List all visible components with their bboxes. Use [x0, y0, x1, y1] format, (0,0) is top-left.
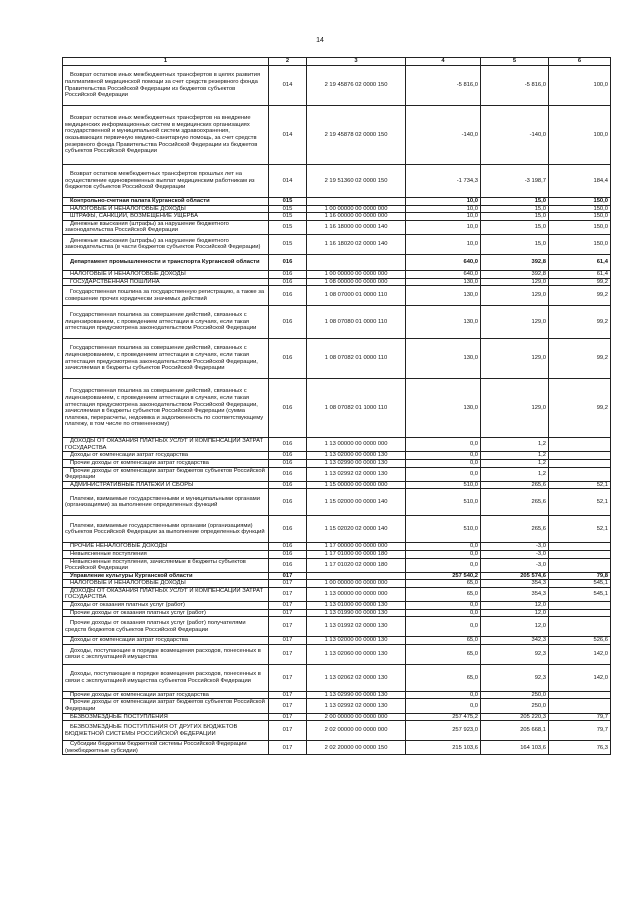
admin-code: 016 [269, 278, 307, 286]
admin-code: 015 [269, 220, 307, 234]
percent-value: 76,3 [549, 741, 611, 755]
budget-code: 1 13 02062 02 0000 130 [307, 664, 406, 691]
admin-code: 016 [269, 481, 307, 489]
budget-code: 1 13 00000 00 0000 000 [307, 438, 406, 452]
table-row [63, 516, 611, 543]
row-name: Платежи, взимаемые государственными и муниципальными органами (организациями) за выполнение определенных функций [63, 489, 269, 516]
budget-code: 1 08 00000 00 0000 000 [307, 278, 406, 286]
budget-code [307, 572, 406, 580]
row-name: Прочие доходы от компенсации затрат бюджетов субъектов Российской Федерации [63, 467, 269, 481]
admin-code: 017 [269, 580, 307, 588]
plan-value: 65,0 [406, 580, 481, 588]
row-name: Управление культуры Курганской области [63, 572, 269, 580]
percent-value [549, 691, 611, 699]
admin-code: 016 [269, 339, 307, 379]
actual-value: 1,2 [481, 467, 549, 481]
actual-value: 12,0 [481, 602, 549, 610]
admin-code: 017 [269, 691, 307, 699]
row-name: Доходы, поступающие в порядке возмещения расходов, понесенных в связи с эксплуатацией имущества субъектов Российской Федерации [63, 664, 269, 691]
actual-value: 392,8 [481, 270, 549, 278]
admin-code: 015 [269, 234, 307, 254]
table-row [63, 721, 611, 741]
table-row [63, 741, 611, 755]
plan-value: 65,0 [406, 644, 481, 664]
admin-code: 016 [269, 543, 307, 551]
budget-code: 1 08 07082 01 0000 110 [307, 339, 406, 379]
admin-code: 017 [269, 721, 307, 741]
actual-value: 12,0 [481, 617, 549, 637]
percent-value: 100,0 [549, 106, 611, 165]
page-number: 14 [316, 37, 324, 44]
plan-value: 0,0 [406, 550, 481, 558]
actual-value: 129,0 [481, 286, 549, 306]
plan-value: 510,0 [406, 516, 481, 543]
admin-code: 017 [269, 637, 307, 645]
percent-value: 52,1 [549, 481, 611, 489]
row-name: Государственная пошлина за совершение действий, связанных с лицензированием, с проведением аттестации в случаях, если такая аттестация предусмотрена законодательством Российской Федерации [63, 306, 269, 339]
actual-value: 205 220,3 [481, 713, 549, 721]
percent-value: 99,2 [549, 379, 611, 438]
row-name: НАЛОГОВЫЕ И НЕНАЛОГОВЫЕ ДОХОДЫ [63, 580, 269, 588]
row-name: ДОХОДЫ ОТ ОКАЗАНИЯ ПЛАТНЫХ УСЛУГ И КОМПЕНСАЦИИ ЗАТРАТ ГОСУДАРСТВА [63, 438, 269, 452]
row-name: БЕЗВОЗМЕЗДНЫЕ ПОСТУПЛЕНИЯ ОТ ДРУГИХ БЮДЖЕТОВ БЮДЖЕТНОЙ СИСТЕМЫ РОССИЙСКОЙ ФЕДЕРАЦИИ [63, 721, 269, 741]
percent-value: 545,1 [549, 580, 611, 588]
plan-value: 10,0 [406, 220, 481, 234]
percent-value: 150,0 [549, 234, 611, 254]
budget-code: 1 00 00000 00 0000 000 [307, 270, 406, 278]
admin-code: 016 [269, 516, 307, 543]
actual-value: 205 574,6 [481, 572, 549, 580]
budget-code: 2 00 00000 00 0000 000 [307, 713, 406, 721]
admin-code: 016 [269, 489, 307, 516]
actual-value: 129,0 [481, 379, 549, 438]
percent-value: 61,4 [549, 254, 611, 270]
admin-code: 017 [269, 644, 307, 664]
percent-value: 526,6 [549, 637, 611, 645]
actual-value: 15,0 [481, 205, 549, 213]
budget-code: 1 17 01020 02 0000 180 [307, 558, 406, 572]
table-row [63, 438, 611, 452]
row-name: Прочие доходы от оказания платных услуг (работ) [63, 609, 269, 617]
plan-value: 0,0 [406, 558, 481, 572]
percent-value [549, 543, 611, 551]
admin-code: 016 [269, 270, 307, 278]
actual-value: 342,3 [481, 637, 549, 645]
percent-value [549, 609, 611, 617]
plan-value: 0,0 [406, 543, 481, 551]
table-row [63, 587, 611, 601]
row-name: Контрольно-счетная палата Курганской области [63, 198, 269, 206]
table-row [63, 602, 611, 610]
plan-value: 0,0 [406, 459, 481, 467]
plan-value: 0,0 [406, 617, 481, 637]
budget-code [307, 254, 406, 270]
budget-code: 1 13 02990 00 0000 130 [307, 691, 406, 699]
table-row [63, 379, 611, 438]
plan-value: 130,0 [406, 286, 481, 306]
admin-code: 017 [269, 587, 307, 601]
row-name: Денежные взыскания (штрафы) за нарушение бюджетного законодательства Российской Федерации [63, 220, 269, 234]
table-row [63, 609, 611, 617]
revenue-table [62, 57, 611, 755]
percent-value: 79,7 [549, 721, 611, 741]
row-name: Государственная пошлина за государственную регистрацию, а также за совершение прочих юридически значимых действий [63, 286, 269, 306]
actual-value: 265,6 [481, 489, 549, 516]
budget-code: 1 13 02000 00 0000 130 [307, 452, 406, 460]
table-row [63, 213, 611, 221]
row-name: Доходы от оказания платных услуг (работ) [63, 602, 269, 610]
row-name: Прочие доходы от компенсации затрат бюджетов субъектов Российской Федерации [63, 699, 269, 713]
budget-code: 1 00 00000 00 0000 000 [307, 205, 406, 213]
admin-code: 016 [269, 379, 307, 438]
actual-value: 12,0 [481, 609, 549, 617]
row-name: Департамент промышленности и транспорта Курганской области [63, 254, 269, 270]
admin-code: 015 [269, 213, 307, 221]
plan-value: 65,0 [406, 637, 481, 645]
table-row [63, 691, 611, 699]
actual-value: -3,0 [481, 558, 549, 572]
row-name: Государственная пошлина за совершение действий, связанных с лицензированием, с проведением аттестации в случаях, если такая аттестация предусмотрена законодательством Российской Федерации, зачисляемая в бюджеты субъектов Российской Федерации (сумма платежа, перерасчеты, недоимка и задолженность по соответствующему платежу, в том числе по отмененному) [63, 379, 269, 438]
table-row [63, 558, 611, 572]
table-row [63, 306, 611, 339]
column-header: 3 [307, 58, 406, 66]
row-name: Денежные взыскания (штрафы) за нарушение бюджетного законодательства (в части бюджетов субъектов Российской Федерации) [63, 234, 269, 254]
admin-code: 017 [269, 602, 307, 610]
plan-value: 0,0 [406, 602, 481, 610]
row-name: БЕЗВОЗМЕЗДНЫЕ ПОСТУПЛЕНИЯ [63, 713, 269, 721]
actual-value: 1,2 [481, 438, 549, 452]
percent-value [549, 459, 611, 467]
percent-value [549, 452, 611, 460]
table-row [63, 286, 611, 306]
budget-code: 1 15 00000 00 0000 000 [307, 481, 406, 489]
column-header: 1 [63, 58, 269, 66]
row-name: Государственная пошлина за совершение действий, связанных с лицензированием, с проведением аттестации в случаях, если такая аттестация предусмотрена законодательством Российской Федерации, зачисляемая в бюджеты субъектов Российской Федерации [63, 339, 269, 379]
actual-value: 129,0 [481, 306, 549, 339]
plan-value: 257 540,2 [406, 572, 481, 580]
percent-value: 150,0 [549, 205, 611, 213]
percent-value: 142,0 [549, 644, 611, 664]
plan-value: 0,0 [406, 452, 481, 460]
plan-value: 130,0 [406, 278, 481, 286]
plan-value: 257 923,0 [406, 721, 481, 741]
actual-value: 15,0 [481, 234, 549, 254]
row-name: Невыясненные поступления, зачисляемые в бюджеты субъектов Российской Федерации [63, 558, 269, 572]
admin-code: 016 [269, 558, 307, 572]
table-row [63, 617, 611, 637]
percent-value [549, 558, 611, 572]
table-row [63, 234, 611, 254]
actual-value: 129,0 [481, 278, 549, 286]
actual-value: 205 668,1 [481, 721, 549, 741]
table-row [63, 198, 611, 206]
plan-value: 130,0 [406, 306, 481, 339]
actual-value: 265,6 [481, 481, 549, 489]
table-row [63, 452, 611, 460]
budget-code: 1 13 01990 00 0000 130 [307, 609, 406, 617]
row-name: Доходы, поступающие в порядке возмещения расходов, понесенных в связи с эксплуатацией имущества [63, 644, 269, 664]
actual-value: -3,0 [481, 543, 549, 551]
percent-value [549, 438, 611, 452]
row-name: Прочие доходы от оказания платных услуг (работ) получателями средств бюджетов субъектов Российской Федерации [63, 617, 269, 637]
percent-value [549, 467, 611, 481]
admin-code: 016 [269, 306, 307, 339]
actual-value: 15,0 [481, 198, 549, 206]
percent-value: 142,0 [549, 664, 611, 691]
plan-value: 65,0 [406, 587, 481, 601]
plan-value: 640,0 [406, 270, 481, 278]
row-name: Возврат остатков иных межбюджетных трансфертов в целях развития паллиативной медицинской помощи за счет средств резервного фонда Правительства Российской Федерации из бюджетов субъектов Российской Федерации [63, 66, 269, 106]
plan-value: 10,0 [406, 205, 481, 213]
percent-value: 99,2 [549, 278, 611, 286]
admin-code: 017 [269, 617, 307, 637]
plan-value: -140,0 [406, 106, 481, 165]
table-row [63, 572, 611, 580]
percent-value: 184,4 [549, 165, 611, 198]
column-header: 4 [406, 58, 481, 66]
plan-value: 0,0 [406, 699, 481, 713]
budget-code: 2 02 20000 00 0000 150 [307, 741, 406, 755]
admin-code: 014 [269, 106, 307, 165]
percent-value: 79,7 [549, 713, 611, 721]
table-row [63, 644, 611, 664]
actual-value: -3 198,7 [481, 165, 549, 198]
budget-code: 1 08 07000 01 0000 110 [307, 286, 406, 306]
table-row [63, 165, 611, 198]
row-name: Субсидии бюджетам бюджетной системы Российской Федерации (межбюджетные субсидии) [63, 741, 269, 755]
budget-code [307, 198, 406, 206]
budget-code: 1 16 18000 00 0000 140 [307, 220, 406, 234]
percent-value: 545,1 [549, 587, 611, 601]
table-row [63, 66, 611, 106]
plan-value: 0,0 [406, 691, 481, 699]
budget-code: 1 16 00000 00 0000 000 [307, 213, 406, 221]
row-name: Невыясненные поступления [63, 550, 269, 558]
table-row [63, 339, 611, 379]
percent-value: 99,2 [549, 286, 611, 306]
table-row [63, 481, 611, 489]
table-row [63, 220, 611, 234]
plan-value: 65,0 [406, 664, 481, 691]
admin-code: 016 [269, 286, 307, 306]
table-row [63, 106, 611, 165]
actual-value: 265,6 [481, 516, 549, 543]
actual-value: 392,8 [481, 254, 549, 270]
actual-value: 354,3 [481, 587, 549, 601]
budget-code: 1 00 00000 00 0000 000 [307, 580, 406, 588]
budget-code: 2 19 45876 02 0000 150 [307, 66, 406, 106]
row-name: Возврат остатков межбюджетных трансфертов прошлых лет на осуществление единовременных выплат медицинским работникам из бюджетов субъектов Российской Федерации [63, 165, 269, 198]
admin-code: 016 [269, 459, 307, 467]
table-row [63, 713, 611, 721]
percent-value [549, 602, 611, 610]
column-header: 5 [481, 58, 549, 66]
row-name: ШТРАФЫ, САНКЦИИ, ВОЗМЕЩЕНИЕ УЩЕРБА [63, 213, 269, 221]
row-name: НАЛОГОВЫЕ И НЕНАЛОГОВЫЕ ДОХОДЫ [63, 270, 269, 278]
actual-value: -140,0 [481, 106, 549, 165]
percent-value [549, 617, 611, 637]
budget-code: 1 08 07080 01 0000 110 [307, 306, 406, 339]
plan-value: -5 816,0 [406, 66, 481, 106]
admin-code: 016 [269, 254, 307, 270]
row-name: Платежи, взимаемые государственными органами (организациями) субъектов Российской Федерации за выполнение определенных функций [63, 516, 269, 543]
budget-code: 1 15 02020 02 0000 140 [307, 516, 406, 543]
plan-value: 510,0 [406, 481, 481, 489]
table-row [63, 459, 611, 467]
actual-value: 164 103,6 [481, 741, 549, 755]
actual-value: 1,2 [481, 459, 549, 467]
column-header: 2 [269, 58, 307, 66]
table-row [63, 278, 611, 286]
plan-value: 130,0 [406, 379, 481, 438]
table-row [63, 254, 611, 270]
actual-value: -3,0 [481, 550, 549, 558]
table-row [63, 664, 611, 691]
plan-value: 0,0 [406, 438, 481, 452]
budget-code: 1 17 00000 00 0000 000 [307, 543, 406, 551]
percent-value: 52,1 [549, 516, 611, 543]
row-name: Прочие доходы от компенсации затрат государства [63, 691, 269, 699]
percent-value [549, 550, 611, 558]
budget-code: 1 17 01000 00 0000 180 [307, 550, 406, 558]
actual-value: 250,0 [481, 691, 549, 699]
percent-value: 100,0 [549, 66, 611, 106]
table-row [63, 550, 611, 558]
admin-code: 014 [269, 66, 307, 106]
admin-code: 017 [269, 572, 307, 580]
admin-code: 017 [269, 699, 307, 713]
admin-code: 017 [269, 609, 307, 617]
plan-value: 10,0 [406, 234, 481, 254]
table-row [63, 270, 611, 278]
table-row [63, 489, 611, 516]
budget-code: 1 13 02992 02 0000 130 [307, 699, 406, 713]
admin-code: 015 [269, 198, 307, 206]
actual-value: 250,0 [481, 699, 549, 713]
percent-value: 99,2 [549, 339, 611, 379]
budget-code: 2 02 00000 00 0000 000 [307, 721, 406, 741]
admin-code: 016 [269, 467, 307, 481]
admin-code: 017 [269, 664, 307, 691]
admin-code: 016 [269, 550, 307, 558]
budget-code: 1 13 01992 02 0000 130 [307, 617, 406, 637]
plan-value: 257 475,2 [406, 713, 481, 721]
table-row [63, 467, 611, 481]
admin-code: 017 [269, 741, 307, 755]
plan-value: -1 734,3 [406, 165, 481, 198]
budget-code: 1 16 18020 02 0000 140 [307, 234, 406, 254]
budget-code: 2 19 51360 02 0000 150 [307, 165, 406, 198]
plan-value: 640,0 [406, 254, 481, 270]
admin-code: 016 [269, 438, 307, 452]
budget-code: 1 13 00000 00 0000 000 [307, 587, 406, 601]
plan-value: 0,0 [406, 609, 481, 617]
table-header-row [63, 58, 611, 66]
budget-code: 1 15 02000 00 0000 140 [307, 489, 406, 516]
table-row [63, 543, 611, 551]
row-name: Доходы от компенсации затрат государства [63, 452, 269, 460]
percent-value: 99,2 [549, 306, 611, 339]
row-name: Доходы от компенсации затрат государства [63, 637, 269, 645]
actual-value: 15,0 [481, 220, 549, 234]
percent-value: 150,0 [549, 198, 611, 206]
actual-value: 129,0 [481, 339, 549, 379]
table-row [63, 637, 611, 645]
column-header: 6 [549, 58, 611, 66]
table-row [63, 580, 611, 588]
row-name: ДОХОДЫ ОТ ОКАЗАНИЯ ПЛАТНЫХ УСЛУГ И КОМПЕНСАЦИИ ЗАТРАТ ГОСУДАРСТВА [63, 587, 269, 601]
row-name: Возврат остатков иных межбюджетных трансфертов на внедрение медицинских информационных систем в медицинских организациях государственной и муниципальной систем здравоохранения, оказывающих первичную медико-санитарную помощь, за счет средств резервного фонда Правительства Российской Федерации из бюджетов субъектов Российской Федерации [63, 106, 269, 165]
table-row [63, 205, 611, 213]
admin-code: 017 [269, 713, 307, 721]
actual-value: -5 816,0 [481, 66, 549, 106]
budget-code: 2 19 45878 02 0000 150 [307, 106, 406, 165]
row-name: АДМИНИСТРАТИВНЫЕ ПЛАТЕЖИ И СБОРЫ [63, 481, 269, 489]
plan-value: 215 103,6 [406, 741, 481, 755]
table-row [63, 699, 611, 713]
actual-value: 92,3 [481, 644, 549, 664]
percent-value: 79,8 [549, 572, 611, 580]
budget-code: 1 13 02990 00 0000 130 [307, 459, 406, 467]
admin-code: 014 [269, 165, 307, 198]
percent-value: 150,0 [549, 220, 611, 234]
budget-code: 1 08 07082 01 1000 110 [307, 379, 406, 438]
actual-value: 15,0 [481, 213, 549, 221]
budget-code: 1 13 02060 00 0000 130 [307, 644, 406, 664]
budget-code: 1 13 02000 00 0000 130 [307, 637, 406, 645]
admin-code: 016 [269, 452, 307, 460]
budget-code: 1 13 02992 02 0000 130 [307, 467, 406, 481]
plan-value: 510,0 [406, 489, 481, 516]
percent-value [549, 699, 611, 713]
budget-code: 1 13 01000 00 0000 130 [307, 602, 406, 610]
actual-value: 354,3 [481, 580, 549, 588]
actual-value: 92,3 [481, 664, 549, 691]
percent-value: 61,4 [549, 270, 611, 278]
plan-value: 0,0 [406, 467, 481, 481]
percent-value: 150,0 [549, 213, 611, 221]
actual-value: 1,2 [481, 452, 549, 460]
plan-value: 10,0 [406, 213, 481, 221]
row-name: Прочие доходы от компенсации затрат государства [63, 459, 269, 467]
admin-code: 015 [269, 205, 307, 213]
row-name: ПРОЧИЕ НЕНАЛОГОВЫЕ ДОХОДЫ [63, 543, 269, 551]
row-name: НАЛОГОВЫЕ И НЕНАЛОГОВЫЕ ДОХОДЫ [63, 205, 269, 213]
percent-value: 52,1 [549, 489, 611, 516]
plan-value: 10,0 [406, 198, 481, 206]
row-name: ГОСУДАРСТВЕННАЯ ПОШЛИНА [63, 278, 269, 286]
plan-value: 130,0 [406, 339, 481, 379]
